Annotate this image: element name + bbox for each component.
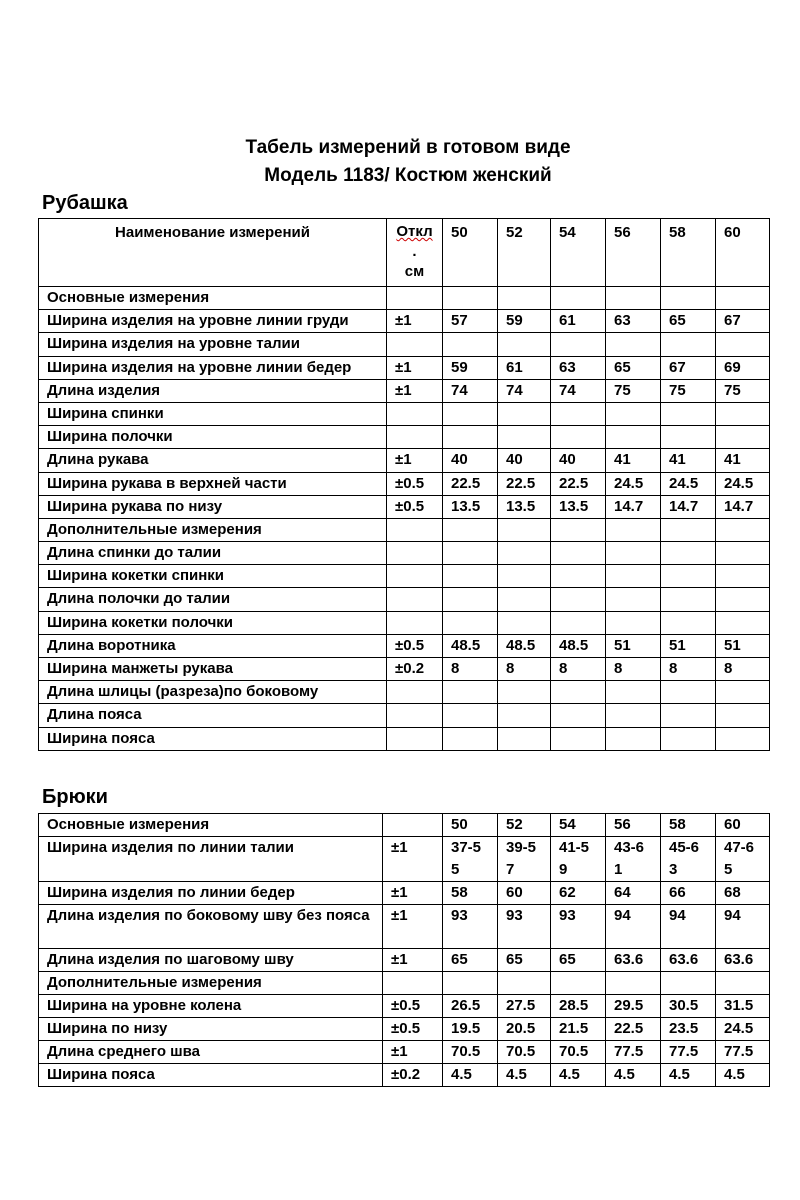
size-value-cell — [606, 518, 661, 541]
size-value-cell: 75 — [716, 379, 770, 402]
size-value-cell: 51 — [716, 634, 770, 657]
size-value-cell: 74 — [551, 379, 606, 402]
size-value-cell: 22.5 — [498, 472, 551, 495]
size-value-cell — [661, 704, 716, 727]
size-value-cell: 22.5 — [551, 472, 606, 495]
size-value-cell: 52 — [498, 814, 551, 837]
size-value-cell — [606, 704, 661, 727]
header-tolerance — [387, 219, 443, 287]
size-value-cell: 14.7 — [716, 495, 770, 518]
size-value-cell: 24.5 — [716, 1018, 770, 1041]
size-value-cell — [443, 426, 498, 449]
size-value-cell: 19.5 — [443, 1018, 498, 1041]
size-value-cell — [606, 333, 661, 356]
size-value-cell: 24.5 — [606, 472, 661, 495]
size-value-cell: 68 — [716, 882, 770, 905]
pants-measurements-table — [38, 813, 770, 1087]
size-value-cell — [498, 542, 551, 565]
size-value-cell: 13.5 — [551, 495, 606, 518]
size-value-cell: 8 — [606, 658, 661, 681]
table-row — [39, 287, 770, 310]
page-subtitle: Модель 1183/ Костюм женский — [264, 165, 552, 186]
size-value-cell: 41-59 — [551, 837, 606, 882]
measurement-name: Дополнительные измерения — [39, 518, 387, 541]
table-row — [39, 681, 770, 704]
size-value-cell: 70.5 — [551, 1041, 606, 1064]
size-value-cell: 60 — [716, 814, 770, 837]
tolerance-cell: ±0.5 — [387, 495, 443, 518]
size-value-cell — [498, 426, 551, 449]
size-value-cell: 66 — [661, 882, 716, 905]
table-row — [39, 658, 770, 681]
table-row — [39, 588, 770, 611]
tolerance-cell — [387, 518, 443, 541]
size-value-cell: 31.5 — [716, 995, 770, 1018]
measurement-name: Ширина пояса — [39, 1064, 383, 1087]
table-row — [39, 402, 770, 425]
size-value-cell — [551, 565, 606, 588]
size-value-cell — [443, 704, 498, 727]
size-value-cell — [661, 402, 716, 425]
size-value-cell — [606, 542, 661, 565]
size-value-cell — [551, 727, 606, 750]
size-value-cell: 13.5 — [443, 495, 498, 518]
measurement-name: Длина пояса — [39, 704, 387, 727]
table-row — [39, 565, 770, 588]
size-value-cell — [606, 727, 661, 750]
tolerance-cell — [387, 402, 443, 425]
size-value-cell — [606, 681, 661, 704]
size-value-cell: 8 — [443, 658, 498, 681]
size-value-cell: 64 — [606, 882, 661, 905]
measurement-name: Ширина изделия по линии талии — [39, 837, 383, 882]
tolerance-cell — [387, 426, 443, 449]
size-value-cell: 67 — [716, 310, 770, 333]
size-value-cell — [498, 704, 551, 727]
size-value-cell — [716, 588, 770, 611]
size-value-cell — [716, 681, 770, 704]
header-size: 60 — [716, 219, 770, 287]
size-value-cell — [443, 518, 498, 541]
size-value-cell: 4.5 — [443, 1064, 498, 1087]
tolerance-cell: ±0.5 — [387, 634, 443, 657]
size-value-cell: 93 — [551, 905, 606, 949]
size-value-cell — [551, 333, 606, 356]
measurement-name: Ширина изделия на уровне линии бедер — [39, 356, 387, 379]
measurement-name: Ширина спинки — [39, 402, 387, 425]
size-value-cell: 63.6 — [661, 949, 716, 972]
size-value-cell: 29.5 — [606, 995, 661, 1018]
size-value-cell — [443, 402, 498, 425]
size-value-cell: 65 — [661, 310, 716, 333]
size-value-cell — [551, 704, 606, 727]
measurement-name: Основные измерения — [39, 814, 383, 837]
tolerance-cell: ±1 — [383, 949, 443, 972]
size-value-cell: 40 — [443, 449, 498, 472]
header-size: 54 — [551, 219, 606, 287]
size-value-cell: 65 — [498, 949, 551, 972]
size-value-cell — [443, 611, 498, 634]
tolerance-cell: ±0.5 — [387, 472, 443, 495]
size-value-cell — [498, 681, 551, 704]
measurement-name: Длина рукава — [39, 449, 387, 472]
size-value-cell: 13.5 — [498, 495, 551, 518]
size-value-cell: 24.5 — [661, 472, 716, 495]
size-value-cell — [443, 565, 498, 588]
size-value-cell: 4.5 — [606, 1064, 661, 1087]
size-value-cell — [716, 565, 770, 588]
table-row — [39, 1064, 770, 1087]
table-row — [39, 1041, 770, 1064]
size-value-cell: 23.5 — [661, 1018, 716, 1041]
size-value-cell — [498, 287, 551, 310]
size-value-cell — [551, 972, 606, 995]
table-row — [39, 972, 770, 995]
section-title-pants: Брюки — [42, 786, 108, 808]
size-value-cell — [606, 287, 661, 310]
size-value-cell — [606, 402, 661, 425]
size-value-cell: 47-65 — [716, 837, 770, 882]
size-value-cell: 43-61 — [606, 837, 661, 882]
tolerance-cell: ±1 — [383, 837, 443, 882]
size-value-cell — [443, 588, 498, 611]
measurement-name: Ширина полочки — [39, 426, 387, 449]
table-row — [39, 995, 770, 1018]
size-value-cell — [716, 704, 770, 727]
size-value-cell: 57 — [443, 310, 498, 333]
size-value-cell — [606, 565, 661, 588]
size-value-cell — [661, 565, 716, 588]
size-value-cell — [716, 426, 770, 449]
size-value-cell — [716, 333, 770, 356]
tolerance-cell: ±1 — [387, 310, 443, 333]
measurement-name: Длина изделия по шаговому шву — [39, 949, 383, 972]
size-value-cell: 41 — [661, 449, 716, 472]
measurement-name: Ширина кокетки спинки — [39, 565, 387, 588]
size-value-cell — [443, 287, 498, 310]
measurement-name: Длина воротника — [39, 634, 387, 657]
header-tolerance-line2: . — [412, 243, 417, 260]
size-value-cell — [661, 542, 716, 565]
size-value-cell — [443, 333, 498, 356]
tolerance-cell — [387, 704, 443, 727]
size-value-cell: 70.5 — [443, 1041, 498, 1064]
size-value-cell: 65 — [606, 356, 661, 379]
size-value-cell: 4.5 — [551, 1064, 606, 1087]
size-value-cell — [551, 426, 606, 449]
table-row — [39, 905, 770, 949]
size-value-cell: 94 — [716, 905, 770, 949]
tolerance-cell — [387, 542, 443, 565]
size-value-cell: 61 — [551, 310, 606, 333]
size-value-cell: 8 — [498, 658, 551, 681]
size-value-cell — [551, 611, 606, 634]
size-value-cell — [498, 402, 551, 425]
size-value-cell: 59 — [443, 356, 498, 379]
size-value-cell — [716, 402, 770, 425]
header-name: Наименование измерений — [39, 219, 387, 287]
tolerance-cell — [383, 972, 443, 995]
size-value-cell — [716, 518, 770, 541]
measurement-name: Ширина на уровне колена — [39, 995, 383, 1018]
size-value-cell: 8 — [551, 658, 606, 681]
size-value-cell — [498, 565, 551, 588]
tolerance-cell — [387, 287, 443, 310]
size-value-cell: 28.5 — [551, 995, 606, 1018]
size-value-cell — [498, 333, 551, 356]
measurement-name: Ширина изделия на уровне талии — [39, 333, 387, 356]
size-value-cell — [606, 588, 661, 611]
size-value-cell — [716, 972, 770, 995]
measurement-name: Ширина пояса — [39, 727, 387, 750]
tolerance-cell — [387, 727, 443, 750]
measurement-name: Ширина изделия по линии бедер — [39, 882, 383, 905]
size-value-cell — [716, 611, 770, 634]
size-value-cell: 8 — [716, 658, 770, 681]
table-row — [39, 727, 770, 750]
size-value-cell — [606, 972, 661, 995]
tolerance-cell: ±0.5 — [383, 995, 443, 1018]
header-size: 56 — [606, 219, 661, 287]
measurement-name: Длина шлицы (разреза)по боковому — [39, 681, 387, 704]
table-row — [39, 949, 770, 972]
size-value-cell — [443, 727, 498, 750]
tolerance-cell — [387, 565, 443, 588]
size-value-cell: 63.6 — [606, 949, 661, 972]
table-row — [39, 495, 770, 518]
size-value-cell — [443, 542, 498, 565]
table-row — [39, 882, 770, 905]
size-value-cell: 48.5 — [443, 634, 498, 657]
size-value-cell — [661, 333, 716, 356]
size-value-cell: 58 — [661, 814, 716, 837]
header-size: 50 — [443, 219, 498, 287]
size-value-cell: 62 — [551, 882, 606, 905]
size-value-cell — [606, 426, 661, 449]
size-value-cell: 75 — [606, 379, 661, 402]
size-value-cell — [551, 588, 606, 611]
table-row — [39, 704, 770, 727]
tolerance-cell: ±1 — [387, 449, 443, 472]
size-value-cell: 65 — [551, 949, 606, 972]
size-value-cell — [661, 681, 716, 704]
measurement-name: Ширина по низу — [39, 1018, 383, 1041]
table-row — [39, 356, 770, 379]
size-value-cell: 24.5 — [716, 472, 770, 495]
table-row — [39, 814, 770, 837]
size-value-cell: 93 — [443, 905, 498, 949]
size-value-cell: 63 — [606, 310, 661, 333]
table-row — [39, 518, 770, 541]
size-value-cell — [551, 681, 606, 704]
size-value-cell: 48.5 — [498, 634, 551, 657]
size-value-cell: 14.7 — [606, 495, 661, 518]
size-value-cell: 22.5 — [443, 472, 498, 495]
size-value-cell: 58 — [443, 882, 498, 905]
table-row — [39, 379, 770, 402]
size-value-cell — [661, 518, 716, 541]
section-title-shirt: Рубашка — [42, 192, 128, 214]
shirt-measurements-table — [38, 218, 770, 751]
size-value-cell: 93 — [498, 905, 551, 949]
size-value-cell: 75 — [661, 379, 716, 402]
size-value-cell — [661, 588, 716, 611]
size-value-cell — [551, 287, 606, 310]
size-value-cell — [498, 727, 551, 750]
table-row — [39, 426, 770, 449]
measurement-name: Дополнительные измерения — [39, 972, 383, 995]
size-value-cell — [661, 727, 716, 750]
tolerance-cell: ±1 — [383, 1041, 443, 1064]
size-value-cell — [498, 518, 551, 541]
size-value-cell — [661, 426, 716, 449]
table-row — [39, 310, 770, 333]
size-value-cell — [498, 972, 551, 995]
size-value-cell: 48.5 — [551, 634, 606, 657]
measurement-name: Длина изделия по боковому шву без пояса — [39, 905, 383, 949]
size-value-cell: 4.5 — [716, 1064, 770, 1087]
table-header-row — [39, 219, 770, 287]
size-value-cell — [498, 611, 551, 634]
size-value-cell: 69 — [716, 356, 770, 379]
size-value-cell: 94 — [661, 905, 716, 949]
size-value-cell: 65 — [443, 949, 498, 972]
table-row — [39, 837, 770, 882]
measurement-name: Ширина рукава по низу — [39, 495, 387, 518]
size-value-cell: 51 — [661, 634, 716, 657]
tolerance-cell — [383, 814, 443, 837]
tolerance-cell — [387, 611, 443, 634]
tolerance-cell — [387, 588, 443, 611]
size-value-cell: 30.5 — [661, 995, 716, 1018]
size-value-cell: 60 — [498, 882, 551, 905]
size-value-cell — [716, 542, 770, 565]
size-value-cell: 54 — [551, 814, 606, 837]
tolerance-cell: ±1 — [383, 882, 443, 905]
size-value-cell: 77.5 — [661, 1041, 716, 1064]
table-row — [39, 542, 770, 565]
size-value-cell: 45-63 — [661, 837, 716, 882]
size-value-cell: 77.5 — [716, 1041, 770, 1064]
size-value-cell: 21.5 — [551, 1018, 606, 1041]
header-tolerance-line3: см — [404, 263, 425, 280]
size-value-cell: 14.7 — [661, 495, 716, 518]
measurement-name: Основные измерения — [39, 287, 387, 310]
size-value-cell — [716, 287, 770, 310]
size-value-cell: 63.6 — [716, 949, 770, 972]
tolerance-cell: ±0.2 — [383, 1064, 443, 1087]
page-title: Табель измерений в готовом виде — [245, 137, 571, 158]
table-row — [39, 472, 770, 495]
size-value-cell: 67 — [661, 356, 716, 379]
size-value-cell: 4.5 — [661, 1064, 716, 1087]
size-value-cell: 59 — [498, 310, 551, 333]
table-row — [39, 1018, 770, 1041]
size-value-cell: 22.5 — [606, 1018, 661, 1041]
size-value-cell: 94 — [606, 905, 661, 949]
tolerance-cell: ±0.2 — [387, 658, 443, 681]
measurement-name: Длина среднего шва — [39, 1041, 383, 1064]
measurement-name: Ширина рукава в верхней части — [39, 472, 387, 495]
size-value-cell — [661, 287, 716, 310]
size-value-cell: 20.5 — [498, 1018, 551, 1041]
size-value-cell: 37-55 — [443, 837, 498, 882]
header-tolerance-line1: Откл — [396, 223, 433, 240]
measurement-name: Ширина манжеты рукава — [39, 658, 387, 681]
table-row — [39, 449, 770, 472]
header-size: 58 — [661, 219, 716, 287]
tolerance-cell: ±1 — [387, 379, 443, 402]
measurement-name: Длина спинки до талии — [39, 542, 387, 565]
size-value-cell — [716, 727, 770, 750]
size-value-cell: 27.5 — [498, 995, 551, 1018]
table-row — [39, 611, 770, 634]
size-value-cell: 4.5 — [498, 1064, 551, 1087]
tolerance-cell: ±0.5 — [383, 1018, 443, 1041]
size-value-cell: 39-57 — [498, 837, 551, 882]
tolerance-cell — [387, 333, 443, 356]
size-value-cell: 74 — [498, 379, 551, 402]
size-value-cell — [551, 402, 606, 425]
table-row — [39, 634, 770, 657]
size-value-cell: 61 — [498, 356, 551, 379]
tolerance-cell: ±1 — [387, 356, 443, 379]
size-value-cell: 26.5 — [443, 995, 498, 1018]
tolerance-cell: ±1 — [383, 905, 443, 949]
size-value-cell — [551, 542, 606, 565]
size-value-cell: 40 — [551, 449, 606, 472]
size-value-cell: 51 — [606, 634, 661, 657]
measurement-name: Длина изделия — [39, 379, 387, 402]
size-value-cell: 74 — [443, 379, 498, 402]
size-value-cell: 40 — [498, 449, 551, 472]
size-value-cell — [498, 588, 551, 611]
size-value-cell — [661, 972, 716, 995]
size-value-cell — [606, 611, 661, 634]
tolerance-cell — [387, 681, 443, 704]
size-value-cell — [443, 681, 498, 704]
size-value-cell: 8 — [661, 658, 716, 681]
size-value-cell: 41 — [606, 449, 661, 472]
table-row — [39, 333, 770, 356]
size-value-cell: 41 — [716, 449, 770, 472]
measurement-name: Длина полочки до талии — [39, 588, 387, 611]
size-value-cell: 63 — [551, 356, 606, 379]
size-value-cell: 70.5 — [498, 1041, 551, 1064]
measurement-name: Ширина изделия на уровне линии груди — [39, 310, 387, 333]
size-value-cell: 77.5 — [606, 1041, 661, 1064]
size-value-cell: 56 — [606, 814, 661, 837]
header-size: 52 — [498, 219, 551, 287]
size-value-cell — [551, 518, 606, 541]
measurement-name: Ширина кокетки полочки — [39, 611, 387, 634]
size-value-cell — [661, 611, 716, 634]
size-value-cell: 50 — [443, 814, 498, 837]
size-value-cell — [443, 972, 498, 995]
